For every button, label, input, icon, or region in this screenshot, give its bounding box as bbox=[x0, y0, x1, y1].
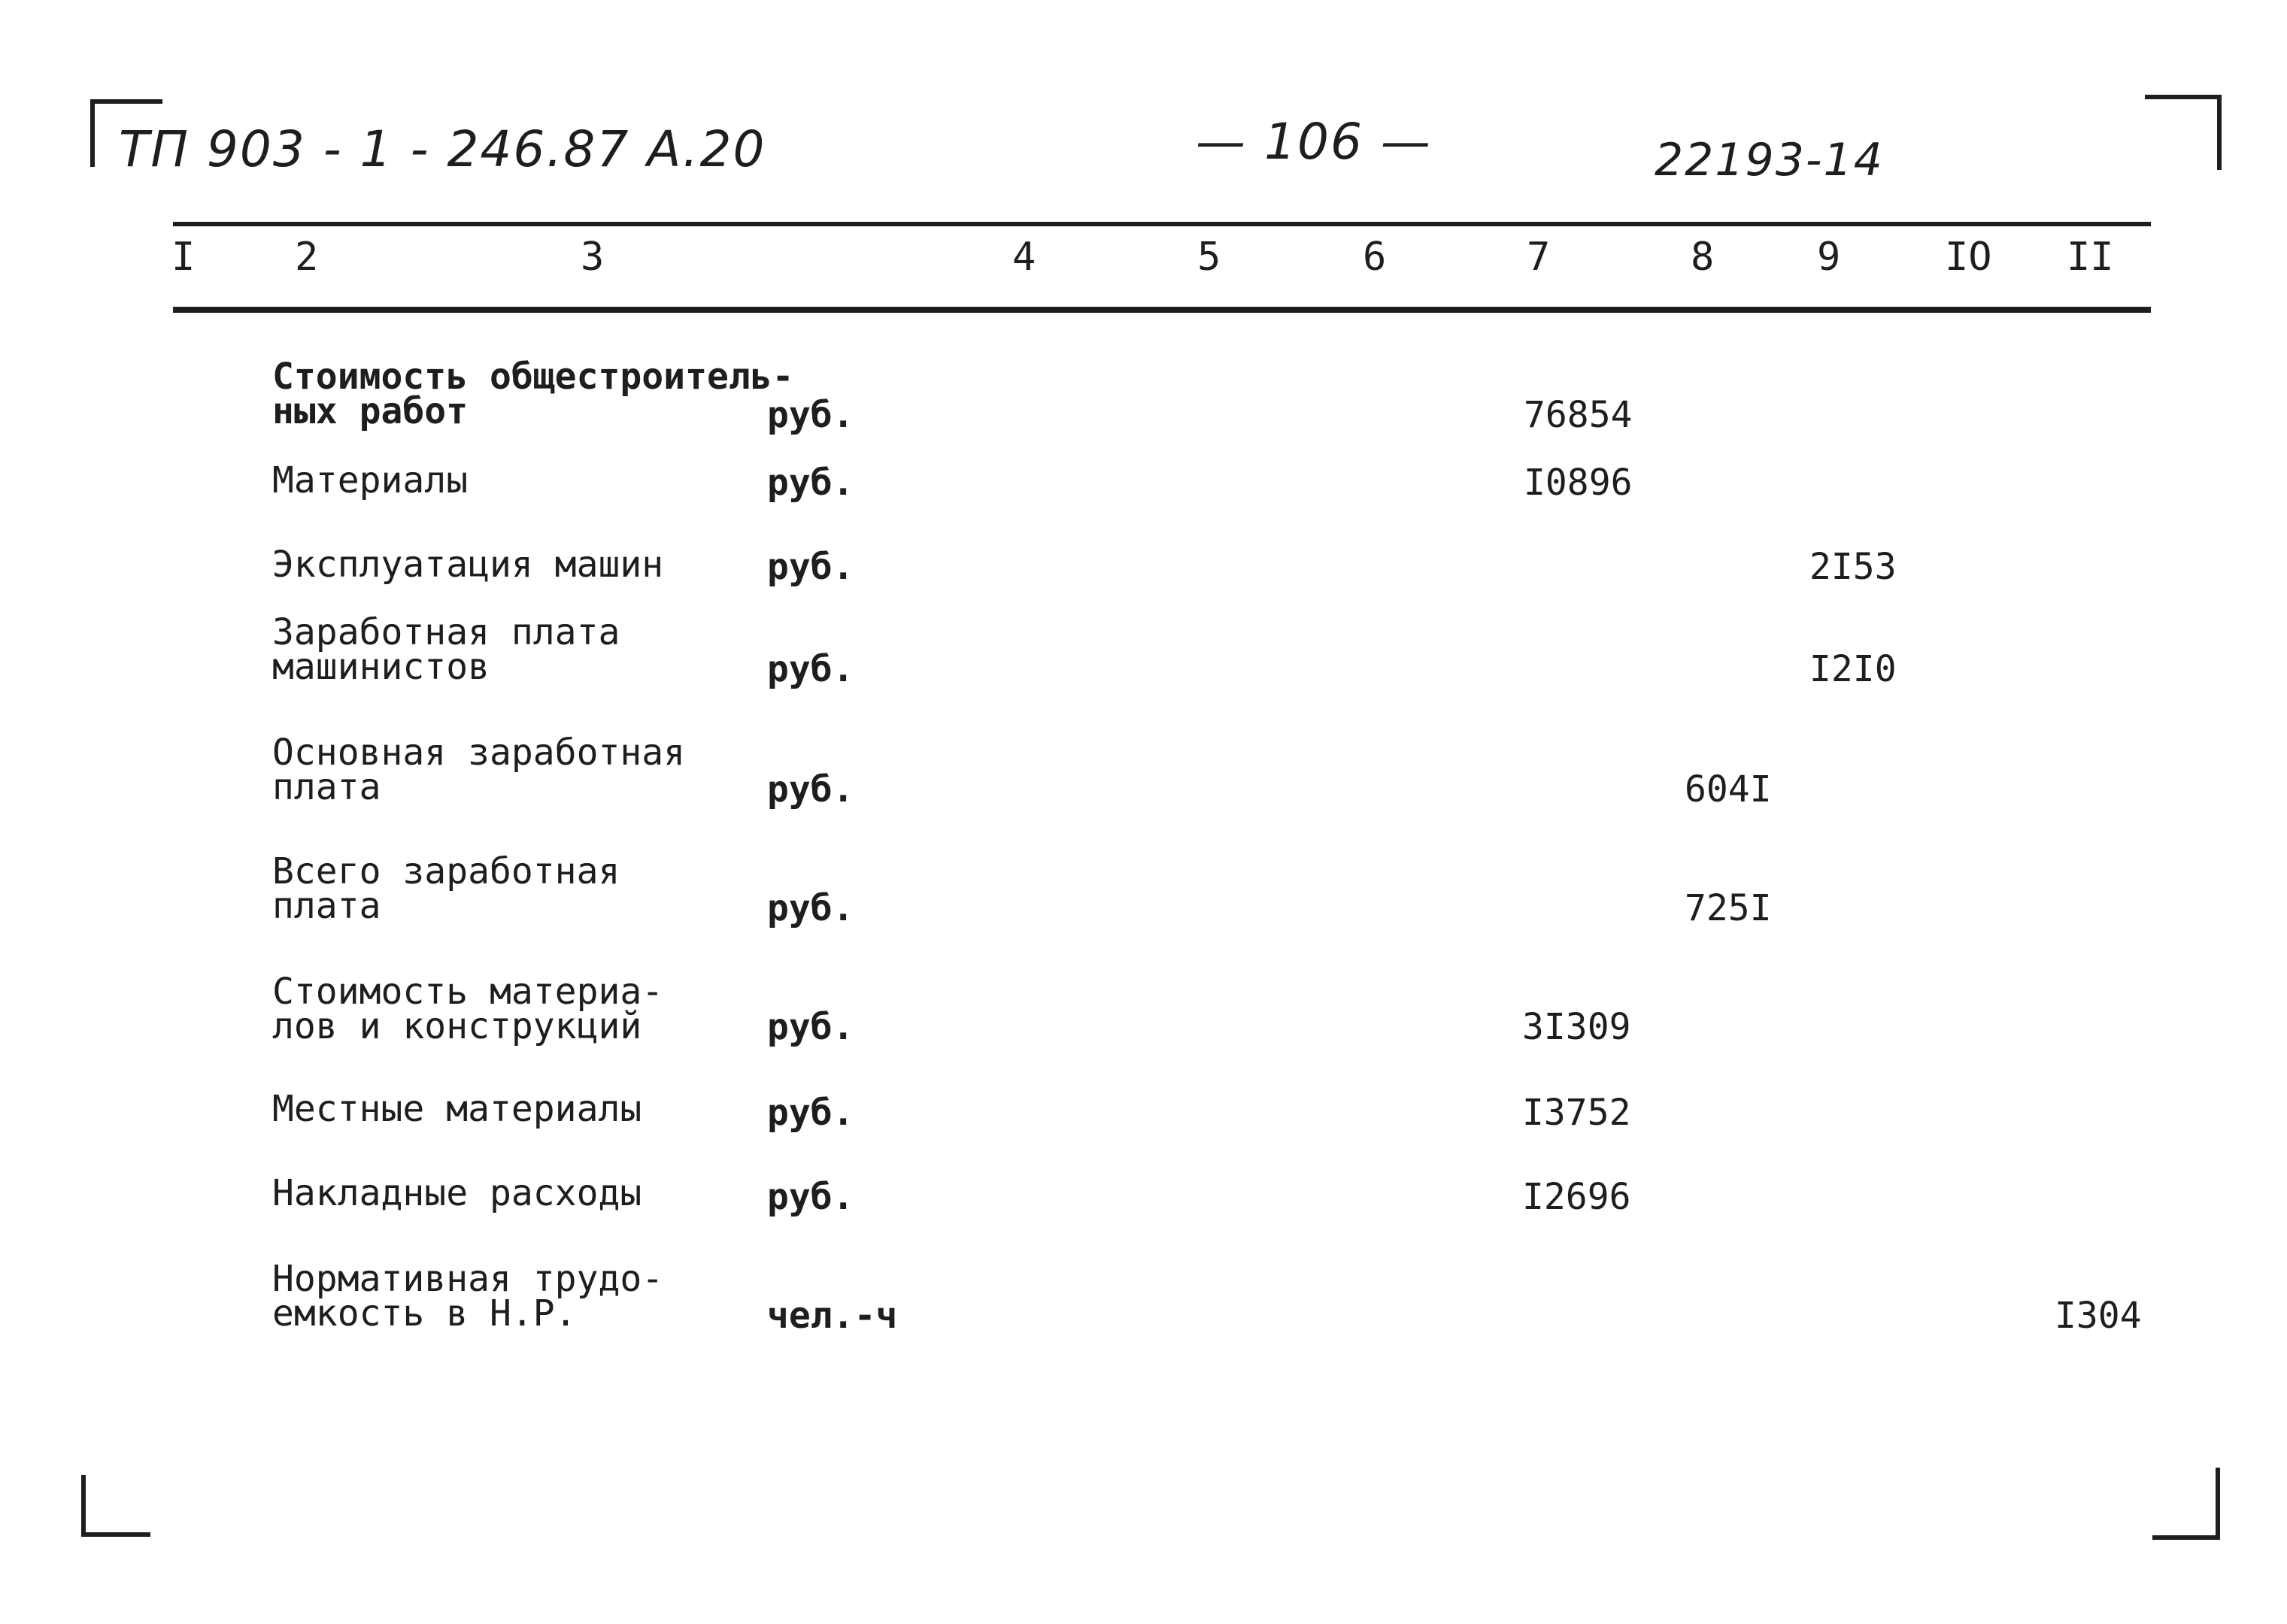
row-name-machinist-wages: Заработная плата машинистов bbox=[272, 611, 620, 688]
column-header-6: 6 bbox=[1363, 235, 1387, 280]
row-value-col9: I2I0 bbox=[1809, 648, 1897, 690]
corner-mark-bottom-right-v bbox=[2216, 1468, 2220, 1540]
column-header-2: 2 bbox=[295, 235, 319, 280]
table-top-rule bbox=[173, 222, 2151, 226]
row-value-col7: I0896 bbox=[1524, 462, 1633, 504]
row-value-col9: 2I53 bbox=[1809, 546, 1897, 588]
column-header-9: 9 bbox=[1817, 235, 1841, 280]
row-value-col11: I304 bbox=[2055, 1295, 2142, 1337]
column-header-5: 5 bbox=[1197, 235, 1221, 280]
corner-mark-bottom-left-h bbox=[81, 1532, 150, 1537]
corner-mark-top-right-h bbox=[2145, 95, 2222, 99]
row-value-col7: I3752 bbox=[1522, 1092, 1631, 1134]
corner-mark-bottom-left-v bbox=[81, 1475, 86, 1537]
row-unit: руб. bbox=[767, 887, 854, 929]
row-unit: руб. bbox=[767, 1092, 854, 1134]
row-unit: чел.-ч bbox=[767, 1295, 898, 1337]
document-code: ТП 903 - 1 - 246.87 А.20 bbox=[119, 120, 766, 178]
corner-mark-top-right-v bbox=[2217, 95, 2222, 170]
row-unit: руб. bbox=[767, 648, 854, 690]
row-name-local-materials: Местные материалы bbox=[272, 1088, 642, 1130]
row-unit: руб. bbox=[767, 1176, 854, 1218]
row-name-materials: Материалы bbox=[272, 459, 469, 501]
row-unit: руб. bbox=[767, 462, 854, 504]
column-header-10: IO bbox=[1945, 235, 1992, 280]
row-name-materials-and-structures: Стоимость материа- лов и конструкций bbox=[272, 971, 664, 1047]
table-header-bottom-rule bbox=[173, 307, 2151, 313]
row-value-col8: 725I bbox=[1685, 887, 1772, 929]
column-header-1: I bbox=[171, 235, 196, 280]
column-header-11: II bbox=[2067, 235, 2114, 280]
row-value-col8: 604I bbox=[1685, 768, 1772, 810]
corner-mark-bottom-right-h bbox=[2152, 1535, 2220, 1540]
column-header-7: 7 bbox=[1527, 235, 1551, 280]
row-name-labor-intensity: Нормативная трудо- емкость в Н.Р. bbox=[272, 1258, 664, 1335]
column-header-4: 4 bbox=[1012, 235, 1036, 280]
row-value-col7: I2696 bbox=[1522, 1176, 1631, 1218]
row-name-overhead-costs: Накладные расходы bbox=[272, 1172, 642, 1214]
sheet-code: 22193-14 bbox=[1655, 134, 1884, 186]
column-header-3: 3 bbox=[581, 235, 605, 280]
row-name-construction-cost: Стоимость общестроитель- ных работ bbox=[272, 356, 794, 432]
row-name-machine-operation: Эксплуатация машин bbox=[272, 544, 664, 586]
row-value-col7: 3I309 bbox=[1522, 1006, 1631, 1048]
row-unit: руб. bbox=[767, 546, 854, 588]
row-name-basic-wages: Основная заработная плата bbox=[272, 732, 686, 808]
row-unit: руб. bbox=[767, 768, 854, 810]
row-value-col7: 76854 bbox=[1524, 394, 1633, 436]
column-header-8: 8 bbox=[1691, 235, 1715, 280]
corner-mark-top-left-h bbox=[90, 99, 162, 104]
row-name-total-wages: Всего заработная плата bbox=[272, 850, 620, 927]
page-number: — 106 — bbox=[1196, 113, 1432, 171]
corner-mark-top-left-v bbox=[90, 99, 95, 167]
row-unit: руб. bbox=[767, 394, 854, 436]
row-unit: руб. bbox=[767, 1006, 854, 1048]
